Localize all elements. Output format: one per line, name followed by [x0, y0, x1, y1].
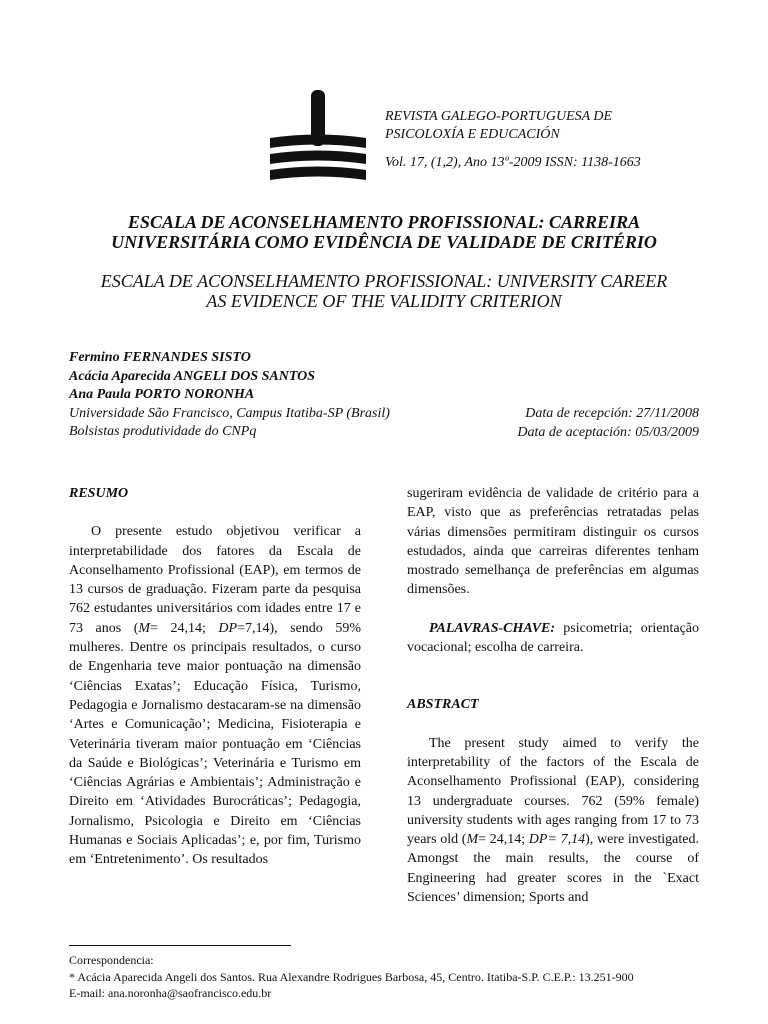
- right-column: [407, 484, 699, 907]
- resumo-text-3: =7,14), sendo 59% mulheres. Dentre os principais resultados, o curso de Engenharia teve maior pontuação na dimensão ‘Ciências Exatas’; Educação Física, Turismo, Pedagogia e Jornalismo destacaram-se na dimensão ‘Artes e Comunicação’; Medicina, Fisioterapia e Veterinária tiveram maior pontuação em ‘Ciências da Saúde e Biológicas’; Veterinária e Turismo em ‘Ciências Agrárias e Ambientais’; Administração e Direito em ‘Atividades Burocráticas’; Pedagogia, Jornalismo, Psicologia e Direito em ‘Ciências Humanas e Sociais Aplicadas’; e, por fim, Turismo em ‘Entretenimento’. Os resultados: [69, 620, 361, 868]
- date-accepted: Data de aceptación: 05/03/2009: [517, 424, 699, 440]
- title-pt-line1: ESCALA DE ACONSELHAMENTO PROFISSIONAL: CARREIRA: [127, 212, 641, 232]
- footnote-email: E-mail: ana.noronha@saofrancisco.edu.br: [69, 986, 272, 1000]
- resumo-text-1: O presente estudo objetivou verificar a interpretabilidade dos fatores da Escala de Aconselhamento Profissional (EAP), em termos de 13 cursos de graduação. Fizeram parte da pesquisa 762 estudantes universitários com idades entre 17 e 73 anos (: [69, 524, 361, 636]
- resumo-text-2: = 24,14;: [150, 620, 219, 636]
- keywords-text: psicometria; orientação vocacional; escolha de carreira.: [407, 620, 699, 656]
- title-en-line1: ESCALA DE ACONSELHAMENTO PROFISSIONAL: UNIVERSITY CAREER: [100, 271, 668, 291]
- abstract-paragraph: [407, 734, 699, 908]
- abstract-text-3: = 7,14: [547, 832, 586, 848]
- keywords-label: PALAVRAS-CHAVE:: [429, 620, 556, 636]
- abstract-text-4: ), were investigated. Amongst the main results, the course of Engineering had greater scores in the `Exact Sciences’ dimension; Sports and: [407, 832, 699, 906]
- footnote-label: Correspondencia:: [69, 953, 154, 967]
- journal-header: [385, 108, 641, 172]
- abstract-m-label: M: [466, 832, 479, 848]
- journal-name-line1: REVISTA GALEGO-PORTUGUESA DE: [385, 109, 613, 124]
- keywords-paragraph: [407, 619, 699, 658]
- date-received: Data de recepción: 27/11/2008: [525, 406, 699, 421]
- abstract-text-2: = 24,14;: [478, 832, 529, 848]
- resumo-continuation: sugeriram evidência de validade de critério para a EAP, visto que as preferências retratadas pelas várias dimensões permitiram distinguir os cursos estudados, ainda que carreiras diferentes tenham mostrado semelhança de preferências em algumas dimensões.: [407, 486, 699, 598]
- journal-logo: [268, 88, 368, 183]
- resumo-paragraph: [69, 522, 361, 869]
- author-2: Acácia Aparecida ANGELI DOS SANTOS: [69, 368, 316, 384]
- journal-name-line2: PSICOLOXÍA E EDUCACIÓN: [385, 127, 560, 142]
- abstract-dp-label: DP: [528, 832, 548, 848]
- journal-volume: Vol. 17, (1,2), Ano 13º-2009 ISSN: 1138-1663: [385, 155, 641, 170]
- title-portuguese: [60, 212, 708, 252]
- author-1: Fermino FERNANDES SISTO: [69, 350, 251, 365]
- author-3: Ana Paula PORTO NORONHA: [69, 387, 255, 402]
- resumo-heading: RESUMO: [69, 486, 129, 501]
- title-en-line2: AS EVIDENCE OF THE VALIDITY CRITERION: [206, 291, 562, 311]
- affiliation: Universidade São Francisco, Campus Itatiba-SP (Brasil): [69, 405, 390, 421]
- title-pt-line2: UNIVERSITÁRIA COMO EVIDÊNCIA DE VALIDADE DE CRITÉRIO: [111, 232, 657, 252]
- footnote-address: * Acácia Aparecida Angeli dos Santos. Rua Alexandre Rodrigues Barbosa, 45, Centro. Itatiba-S.P. C.E.P.: 13.251-900: [69, 969, 634, 984]
- left-column: [69, 484, 361, 870]
- title-english: [60, 271, 708, 311]
- footnote-rule: [69, 945, 291, 946]
- dates-block: [517, 405, 699, 442]
- resumo-dp-label: DP: [218, 620, 238, 636]
- funding: Bolsistas produtividade do CNPq: [69, 424, 257, 439]
- abstract-text-1: The present study aimed to verify the interpretability of the factors of the Escala de Aconselhamento Profissional (EAP), considering 13 undergraduate courses. 762 (59% female) university students with ages ranging from 17 to 73 years old (: [407, 735, 699, 848]
- resumo-m-label: M: [138, 620, 151, 636]
- footnote-block: [69, 952, 634, 1002]
- abstract-heading: ABSTRACT: [407, 697, 479, 713]
- author-block: [69, 349, 390, 442]
